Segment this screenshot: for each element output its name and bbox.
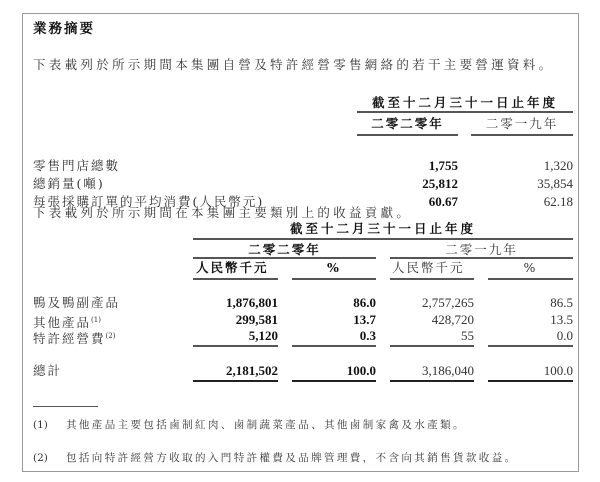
- total-rmb-2020: 2,181,502: [226, 363, 278, 378]
- pct-2020: 13.7: [353, 312, 376, 327]
- footnote-divider: [33, 406, 98, 407]
- footnote-ref: (1): [91, 316, 101, 324]
- footnote-text: 包括向特許經營方收取的入門特許權費及品牌管理費，不含向其銷售貨款收益。: [66, 452, 518, 464]
- footnote-text: 其他產品主要包括鹵制紅肉、鹵制蔬菜產品、其他鹵制家禽及水產類。: [66, 419, 466, 431]
- pct-2020: 0.3: [359, 328, 376, 343]
- subheader-rmb-2019: 人民幣千元: [392, 260, 465, 275]
- rmb-2020: 1,876,801: [226, 295, 278, 310]
- value-2019: 1,320: [543, 158, 573, 173]
- pct-2020: 86.0: [353, 295, 376, 310]
- rmb-2020: 299,581: [235, 312, 278, 327]
- row-label: 每張採購訂單的平均消費(人民幣元): [33, 194, 265, 209]
- value-2019: 62.18: [543, 194, 573, 209]
- rmb-2020: 5,120: [248, 328, 278, 343]
- value-2019: 35,854: [537, 176, 573, 191]
- table1-year-2020: 二零二零年: [371, 116, 444, 131]
- divider: [471, 134, 573, 136]
- divider: [357, 111, 573, 113]
- intro-text-2: 下表載列於所示期間在本集團主要類別上的收益貢獻。: [33, 205, 413, 220]
- footnote-number: (2): [33, 452, 48, 464]
- row-label: 零售門店總數: [33, 158, 121, 173]
- rmb-2019: 55: [461, 328, 474, 343]
- section-title: 業務摘要: [33, 21, 95, 37]
- table2-year-2020: 二零二零年: [248, 242, 321, 257]
- table1-period-header: 截至十二月三十一日止年度: [371, 95, 558, 110]
- footnote-number: (1): [33, 419, 48, 431]
- pct-2019: 0.0: [556, 328, 573, 343]
- pct-2019: 86.5: [550, 295, 573, 310]
- value-2020: 1,755: [428, 158, 458, 173]
- rmb-2019: 428,720: [431, 312, 474, 327]
- intro-text-1: 下表載列於所示期間本集團自營及特許經營零售網絡的若干主要營運資料。: [33, 57, 555, 72]
- subheader-pct-2020: %: [327, 260, 341, 275]
- table1-year-2019: 二零一九年: [485, 116, 559, 131]
- total-pct-2019: 100.0: [543, 363, 573, 378]
- divider: [193, 257, 376, 259]
- pct-2019: 13.5: [550, 312, 573, 327]
- divider: [357, 134, 458, 136]
- total-pct-2020: 100.0: [346, 363, 376, 378]
- value-2020: 60.67: [428, 194, 458, 209]
- divider: [193, 238, 573, 240]
- total-label: 總計: [33, 363, 63, 378]
- row-label: 其他產品: [33, 315, 92, 331]
- table2-year-2019: 二零一九年: [445, 242, 518, 257]
- subheader-rmb-2020: 人民幣千元: [196, 260, 269, 275]
- rmb-2019: 2,757,265: [422, 295, 474, 310]
- row-label: 特許經營費: [33, 331, 106, 347]
- value-2020: 25,812: [422, 176, 458, 191]
- row-label: 鴨及鴨副產品: [33, 295, 121, 310]
- footnote-ref: (2): [105, 332, 116, 340]
- row-label: 總銷量(噸): [33, 176, 105, 191]
- subheader-pct-2019: %: [523, 260, 538, 275]
- total-rmb-2019: 3,186,040: [422, 363, 474, 378]
- table2-period-header: 截至十二月三十一日止年度: [289, 221, 476, 236]
- divider: [390, 257, 573, 259]
